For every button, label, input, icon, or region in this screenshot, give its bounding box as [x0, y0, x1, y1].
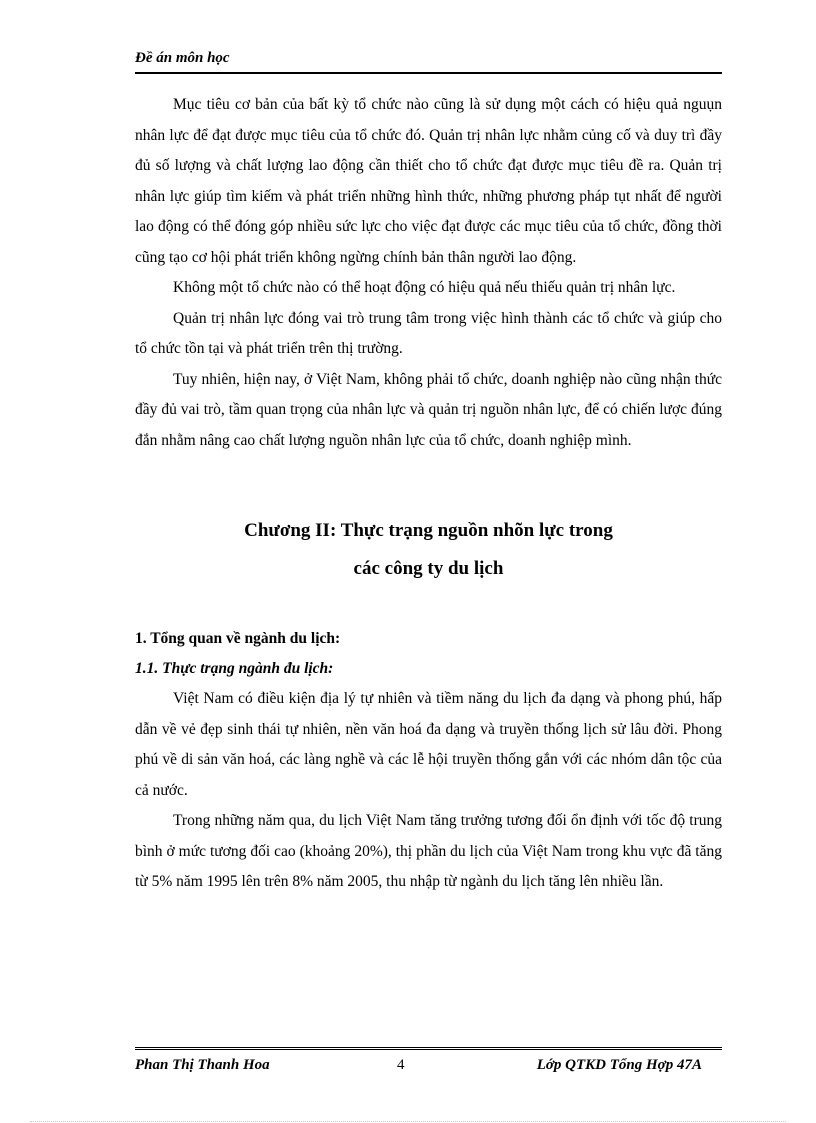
page-header	[135, 48, 722, 74]
footer-class-name: Lớp QTKD Tổng Hợp 47A	[536, 1057, 702, 1073]
page-bottom-edge	[30, 1121, 786, 1122]
chapter-title-line-1: Chương II: Thực trạng nguồn nhõn lực trong	[244, 520, 613, 541]
page-footer	[135, 1047, 722, 1086]
footer-author: Phan Thị Thanh Hoa	[135, 1057, 270, 1073]
header-title: Đề án môn học	[135, 50, 230, 66]
body-paragraph: Việt Nam có điều kiện địa lý tự nhiên và tiềm năng du lịch đa dạng và phong phú, hấp dẫn về vẻ đẹp sinh thái tự nhiên, nền văn hoá đa dạng và truyền thống lịch sử lâu đời. Phong phú về di sản văn hoá, các làng nghề và các lễ hội truyền thống gắn với các nhóm dân tộc của cả nước.	[135, 690, 722, 799]
body-paragraph: Trong những năm qua, du lịch Việt Nam tăng trưởng tương đối ổn định với tốc độ trung bình ở mức tương đối cao (khoảng 20%), thị phần du lịch của Việt Nam trong khu vực đã tăng từ 5% năm 1995 lên trên 8% năm 2005, thu nhập từ ngành du lịch tăng lên nhiều lần.	[135, 812, 722, 890]
chapter-title-line-2: các công ty du lịch	[353, 558, 504, 579]
body-paragraph: Quản trị nhân lực đóng vai trò trung tâm trong việc hình thành các tổ chức và giúp cho tổ chức tồn tại và phát triển trên thị trường.	[135, 309, 722, 357]
body-paragraph: Không một tổ chức nào có thể hoạt động có hiệu quả nếu thiếu quản trị nhân lực.	[173, 279, 676, 296]
subsection-heading: 1.1. Thực trạng ngành đu lịch:	[135, 660, 334, 677]
page-number: 4	[397, 1057, 405, 1073]
section-heading: 1. Tổng quan về ngành du lịch:	[135, 630, 341, 647]
body-paragraph: Mục tiêu cơ bản của bất kỳ tổ chức nào cũng là sử dụng một cách có hiệu quả nguụn nhân lực để đạt được mục tiêu của tổ chức đó. Quản trị nhân lực nhằm củng cố và duy trì đầy đủ số lượng và chất lượng lao động cần thiết cho tổ chức đạt được mục tiêu đề ra. Quản trị nhân lực giúp tìm kiếm và phát triển những hình thức, những phương pháp tụt nhất để người lao động có thể đóng góp nhiều sức lực cho việc đạt được các mục tiêu của tổ chức, đồng thời cũng tạo cơ hội phát triển không ngừng chính bản thân người lao động.	[135, 96, 722, 266]
page-body	[135, 90, 722, 898]
body-paragraph: Tuy nhiên, hiện nay, ở Việt Nam, không phải tổ chức, doanh nghiệp nào cũng nhận thức đầy đủ vai trò, tầm quan trọng của nhân lực và quản trị nguồn nhân lực, để có chiến lược đúng đắn nhằm nâng cao chất lượng nguồn nhân lực của tổ chức, doanh nghiệp mình.	[135, 370, 722, 449]
